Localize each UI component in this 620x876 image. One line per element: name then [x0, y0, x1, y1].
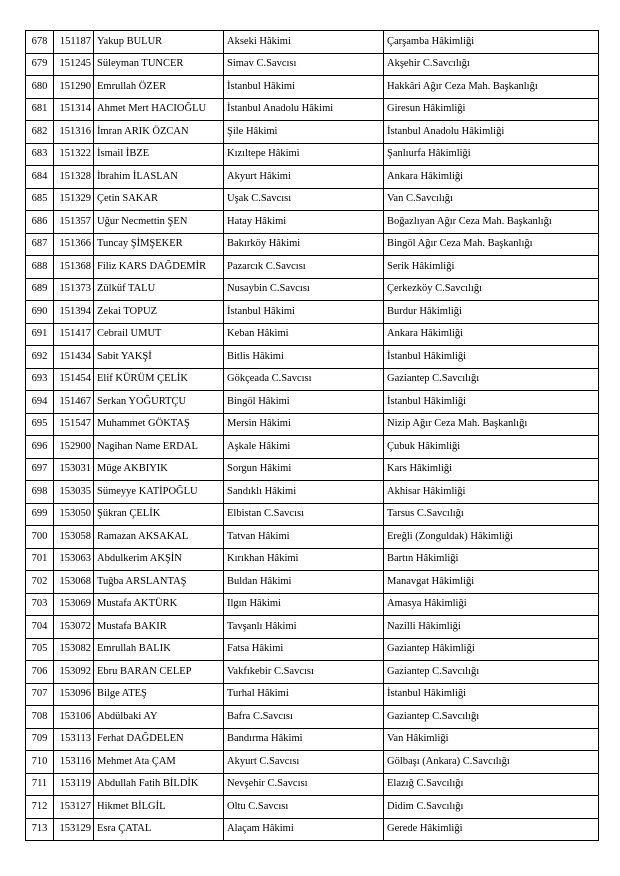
table-row: [26, 548, 599, 571]
registry-number-cell: 153129: [54, 818, 94, 841]
current-post-cell: Simav C.Savcısı: [224, 53, 384, 76]
table-row: [26, 683, 599, 706]
row-number-cell: 697: [26, 458, 54, 481]
person-name-cell: Ebru BARAN CELEP: [94, 661, 224, 684]
row-number-cell: 706: [26, 661, 54, 684]
new-post-cell: Didim C.Savcılığı: [384, 796, 599, 819]
row-number-cell: 686: [26, 211, 54, 234]
new-post-cell: Manavgat Hâkimliği: [384, 571, 599, 594]
row-number-cell: 683: [26, 143, 54, 166]
registry-number-cell: 153072: [54, 616, 94, 639]
registry-number-cell: 153035: [54, 481, 94, 504]
person-name-cell: Muhammet GÖKTAŞ: [94, 413, 224, 436]
current-post-cell: Hatay Hâkimi: [224, 211, 384, 234]
table-row: [26, 728, 599, 751]
current-post-cell: Bingöl Hâkimi: [224, 391, 384, 414]
row-number-cell: 712: [26, 796, 54, 819]
person-name-cell: Çetin SAKAR: [94, 188, 224, 211]
current-post-cell: İstanbul Hâkimi: [224, 301, 384, 324]
registry-number-cell: 153068: [54, 571, 94, 594]
table-row: [26, 391, 599, 414]
row-number-cell: 687: [26, 233, 54, 256]
row-number-cell: 692: [26, 346, 54, 369]
registry-number-cell: 153063: [54, 548, 94, 571]
registry-number-cell: 151434: [54, 346, 94, 369]
current-post-cell: Sorgun Hâkimi: [224, 458, 384, 481]
person-name-cell: Cebrail UMUT: [94, 323, 224, 346]
person-name-cell: Tuncay ŞİMŞEKER: [94, 233, 224, 256]
current-post-cell: Bakırköy Hâkimi: [224, 233, 384, 256]
assignment-table: [25, 30, 599, 841]
person-name-cell: Bilge ATEŞ: [94, 683, 224, 706]
registry-number-cell: 151357: [54, 211, 94, 234]
current-post-cell: Gökçeada C.Savcısı: [224, 368, 384, 391]
current-post-cell: Turhal Hâkimi: [224, 683, 384, 706]
row-number-cell: 690: [26, 301, 54, 324]
new-post-cell: Gerede Hâkimliği: [384, 818, 599, 841]
registry-number-cell: 151187: [54, 31, 94, 54]
table-row: [26, 751, 599, 774]
new-post-cell: Gaziantep C.Savcılığı: [384, 368, 599, 391]
table-row: [26, 53, 599, 76]
row-number-cell: 684: [26, 166, 54, 189]
person-name-cell: Uğur Necmettin ŞEN: [94, 211, 224, 234]
new-post-cell: Çubuk Hâkimliği: [384, 436, 599, 459]
new-post-cell: Amasya Hâkimliği: [384, 593, 599, 616]
registry-number-cell: 153092: [54, 661, 94, 684]
registry-number-cell: 153127: [54, 796, 94, 819]
registry-number-cell: 151454: [54, 368, 94, 391]
table-row: [26, 31, 599, 54]
table-row: [26, 233, 599, 256]
new-post-cell: Akşehir C.Savcılığı: [384, 53, 599, 76]
person-name-cell: Serkan YOĞURTÇU: [94, 391, 224, 414]
table-row: [26, 368, 599, 391]
person-name-cell: İbrahim İLASLAN: [94, 166, 224, 189]
new-post-cell: Boğazlıyan Ağır Ceza Mah. Başkanlığı: [384, 211, 599, 234]
table-row: [26, 278, 599, 301]
new-post-cell: İstanbul Anadolu Hâkimliği: [384, 121, 599, 144]
current-post-cell: Kızıltepe Hâkimi: [224, 143, 384, 166]
registry-number-cell: 153058: [54, 526, 94, 549]
registry-number-cell: 151368: [54, 256, 94, 279]
row-number-cell: 702: [26, 571, 54, 594]
new-post-cell: Çarşamba Hâkimliği: [384, 31, 599, 54]
person-name-cell: Emrullah ÖZER: [94, 76, 224, 99]
person-name-cell: Sabit YAKŞİ: [94, 346, 224, 369]
new-post-cell: Nizip Ağır Ceza Mah. Başkanlığı: [384, 413, 599, 436]
row-number-cell: 700: [26, 526, 54, 549]
new-post-cell: Hakkâri Ağır Ceza Mah. Başkanlığı: [384, 76, 599, 99]
person-name-cell: Zülküf TALU: [94, 278, 224, 301]
current-post-cell: Nusaybin C.Savcısı: [224, 278, 384, 301]
table-row: [26, 796, 599, 819]
table-row: [26, 616, 599, 639]
new-post-cell: Kars Hâkimliği: [384, 458, 599, 481]
new-post-cell: Ankara Hâkimliği: [384, 166, 599, 189]
table-row: [26, 503, 599, 526]
table-row: [26, 301, 599, 324]
current-post-cell: Ilgın Hâkimi: [224, 593, 384, 616]
table-row: [26, 188, 599, 211]
row-number-cell: 685: [26, 188, 54, 211]
registry-number-cell: 151322: [54, 143, 94, 166]
current-post-cell: Buldan Hâkimi: [224, 571, 384, 594]
registry-number-cell: 153116: [54, 751, 94, 774]
row-number-cell: 693: [26, 368, 54, 391]
person-name-cell: Hikmet BİLGİL: [94, 796, 224, 819]
current-post-cell: Akyurt C.Savcısı: [224, 751, 384, 774]
new-post-cell: Van C.Savcılığı: [384, 188, 599, 211]
table-row: [26, 143, 599, 166]
table-row: [26, 413, 599, 436]
registry-number-cell: 153031: [54, 458, 94, 481]
current-post-cell: İstanbul Hâkimi: [224, 76, 384, 99]
new-post-cell: İstanbul Hâkimliği: [384, 346, 599, 369]
new-post-cell: Nazilli Hâkimliği: [384, 616, 599, 639]
new-post-cell: Burdur Hâkimliği: [384, 301, 599, 324]
new-post-cell: Şanlıurfa Hâkimliği: [384, 143, 599, 166]
new-post-cell: Bartın Hâkimliği: [384, 548, 599, 571]
new-post-cell: Çerkezköy C.Savcılığı: [384, 278, 599, 301]
person-name-cell: Emrullah BALIK: [94, 638, 224, 661]
row-number-cell: 701: [26, 548, 54, 571]
row-number-cell: 695: [26, 413, 54, 436]
table-row: [26, 571, 599, 594]
table-row: [26, 661, 599, 684]
new-post-cell: Gaziantep C.Savcılığı: [384, 661, 599, 684]
person-name-cell: Nagihan Name ERDAL: [94, 436, 224, 459]
registry-number-cell: 151417: [54, 323, 94, 346]
row-number-cell: 711: [26, 773, 54, 796]
person-name-cell: Mustafa AKTÜRK: [94, 593, 224, 616]
current-post-cell: Tatvan Hâkimi: [224, 526, 384, 549]
row-number-cell: 707: [26, 683, 54, 706]
new-post-cell: İstanbul Hâkimliği: [384, 391, 599, 414]
table-row: [26, 593, 599, 616]
row-number-cell: 682: [26, 121, 54, 144]
table-row: [26, 818, 599, 841]
row-number-cell: 689: [26, 278, 54, 301]
row-number-cell: 680: [26, 76, 54, 99]
table-row: [26, 166, 599, 189]
row-number-cell: 703: [26, 593, 54, 616]
row-number-cell: 696: [26, 436, 54, 459]
table-row: [26, 256, 599, 279]
person-name-cell: Süleyman TUNCER: [94, 53, 224, 76]
table-row: [26, 98, 599, 121]
registry-number-cell: 153106: [54, 706, 94, 729]
table-row: [26, 638, 599, 661]
registry-number-cell: 151373: [54, 278, 94, 301]
current-post-cell: Vakfıkebir C.Savcısı: [224, 661, 384, 684]
current-post-cell: Aşkale Hâkimi: [224, 436, 384, 459]
row-number-cell: 679: [26, 53, 54, 76]
table-row: [26, 211, 599, 234]
person-name-cell: Mehmet Ata ÇAM: [94, 751, 224, 774]
row-number-cell: 691: [26, 323, 54, 346]
current-post-cell: Sandıklı Hâkimi: [224, 481, 384, 504]
current-post-cell: Elbistan C.Savcısı: [224, 503, 384, 526]
row-number-cell: 704: [26, 616, 54, 639]
new-post-cell: Tarsus C.Savcılığı: [384, 503, 599, 526]
person-name-cell: Müge AKBIYIK: [94, 458, 224, 481]
current-post-cell: Uşak C.Savcısı: [224, 188, 384, 211]
person-name-cell: Ferhat DAĞDELEN: [94, 728, 224, 751]
table-row: [26, 481, 599, 504]
table-row: [26, 436, 599, 459]
row-number-cell: 678: [26, 31, 54, 54]
person-name-cell: İmran ARIK ÖZCAN: [94, 121, 224, 144]
person-name-cell: İsmail İBZE: [94, 143, 224, 166]
current-post-cell: Akseki Hâkimi: [224, 31, 384, 54]
current-post-cell: Bitlis Hâkimi: [224, 346, 384, 369]
new-post-cell: Van Hâkimliği: [384, 728, 599, 751]
person-name-cell: Ahmet Mert HACIOĞLU: [94, 98, 224, 121]
current-post-cell: Fatsa Hâkimi: [224, 638, 384, 661]
current-post-cell: Nevşehir C.Savcısı: [224, 773, 384, 796]
person-name-cell: Şükran ÇELİK: [94, 503, 224, 526]
current-post-cell: Bafra C.Savcısı: [224, 706, 384, 729]
table-row: [26, 346, 599, 369]
person-name-cell: Yakup BULUR: [94, 31, 224, 54]
new-post-cell: Gaziantep Hâkimliği: [384, 638, 599, 661]
current-post-cell: Oltu C.Savcısı: [224, 796, 384, 819]
registry-number-cell: 151328: [54, 166, 94, 189]
registry-number-cell: 153119: [54, 773, 94, 796]
person-name-cell: Esra ÇATAL: [94, 818, 224, 841]
person-name-cell: Abdullah Fatih BİLDİK: [94, 773, 224, 796]
new-post-cell: Elazığ C.Savcılığı: [384, 773, 599, 796]
registry-number-cell: 151316: [54, 121, 94, 144]
row-number-cell: 708: [26, 706, 54, 729]
current-post-cell: Alaçam Hâkimi: [224, 818, 384, 841]
current-post-cell: Pazarcık C.Savcısı: [224, 256, 384, 279]
new-post-cell: Ankara Hâkimliği: [384, 323, 599, 346]
table-row: [26, 526, 599, 549]
person-name-cell: Sümeyye KATİPOĞLU: [94, 481, 224, 504]
person-name-cell: Tuğba ARSLANTAŞ: [94, 571, 224, 594]
new-post-cell: Serik Hâkimliği: [384, 256, 599, 279]
row-number-cell: 699: [26, 503, 54, 526]
person-name-cell: Abdulkerim AKŞİN: [94, 548, 224, 571]
registry-number-cell: 151245: [54, 53, 94, 76]
registry-number-cell: 151290: [54, 76, 94, 99]
registry-number-cell: 153069: [54, 593, 94, 616]
current-post-cell: Tavşanlı Hâkimi: [224, 616, 384, 639]
current-post-cell: Akyurt Hâkimi: [224, 166, 384, 189]
registry-number-cell: 151329: [54, 188, 94, 211]
table-row: [26, 121, 599, 144]
current-post-cell: İstanbul Anadolu Hâkimi: [224, 98, 384, 121]
registry-number-cell: 151366: [54, 233, 94, 256]
person-name-cell: Elif KÜRÜM ÇELİK: [94, 368, 224, 391]
person-name-cell: Zekai TOPUZ: [94, 301, 224, 324]
table-row: [26, 76, 599, 99]
row-number-cell: 710: [26, 751, 54, 774]
table-row: [26, 706, 599, 729]
table-row: [26, 773, 599, 796]
row-number-cell: 681: [26, 98, 54, 121]
new-post-cell: Giresun Hâkimliği: [384, 98, 599, 121]
table-row: [26, 323, 599, 346]
new-post-cell: İstanbul Hâkimliği: [384, 683, 599, 706]
new-post-cell: Gaziantep C.Savcılığı: [384, 706, 599, 729]
new-post-cell: Ereğli (Zonguldak) Hâkimliği: [384, 526, 599, 549]
current-post-cell: Keban Hâkimi: [224, 323, 384, 346]
new-post-cell: Gölbaşı (Ankara) C.Savcılığı: [384, 751, 599, 774]
registry-number-cell: 153050: [54, 503, 94, 526]
person-name-cell: Abdülbaki AY: [94, 706, 224, 729]
row-number-cell: 688: [26, 256, 54, 279]
table-row: [26, 458, 599, 481]
person-name-cell: Ramazan AKSAKAL: [94, 526, 224, 549]
person-name-cell: Mustafa BAKIR: [94, 616, 224, 639]
registry-number-cell: 151394: [54, 301, 94, 324]
row-number-cell: 705: [26, 638, 54, 661]
registry-number-cell: 151467: [54, 391, 94, 414]
registry-number-cell: 153082: [54, 638, 94, 661]
registry-number-cell: 152900: [54, 436, 94, 459]
registry-number-cell: 153096: [54, 683, 94, 706]
registry-number-cell: 151547: [54, 413, 94, 436]
new-post-cell: Akhisar Hâkimliği: [384, 481, 599, 504]
row-number-cell: 713: [26, 818, 54, 841]
row-number-cell: 709: [26, 728, 54, 751]
current-post-cell: Kırıkhan Hâkimi: [224, 548, 384, 571]
new-post-cell: Bingöl Ağır Ceza Mah. Başkanlığı: [384, 233, 599, 256]
current-post-cell: Bandırma Hâkimi: [224, 728, 384, 751]
current-post-cell: Şile Hâkimi: [224, 121, 384, 144]
person-name-cell: Filiz KARS DAĞDEMİR: [94, 256, 224, 279]
row-number-cell: 698: [26, 481, 54, 504]
current-post-cell: Mersin Hâkimi: [224, 413, 384, 436]
table-body: [26, 31, 599, 841]
row-number-cell: 694: [26, 391, 54, 414]
registry-number-cell: 151314: [54, 98, 94, 121]
registry-number-cell: 153113: [54, 728, 94, 751]
